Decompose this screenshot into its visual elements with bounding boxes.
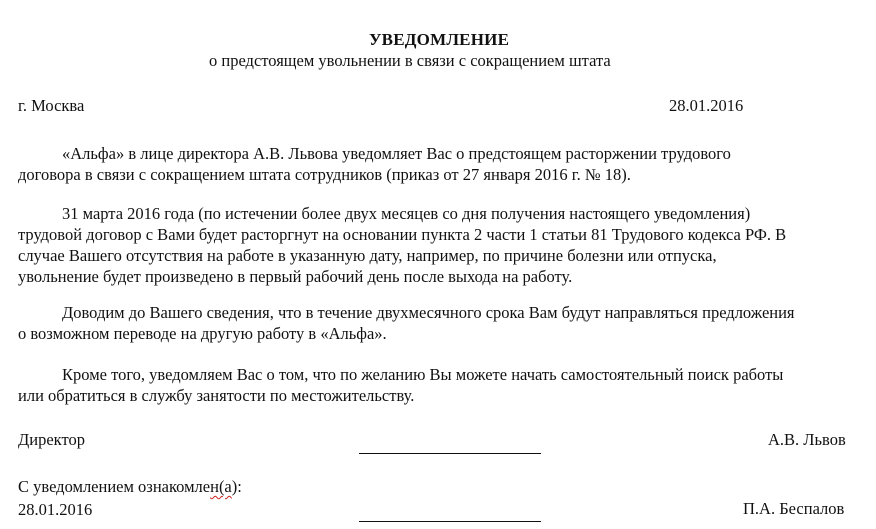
text-line: или обратиться в службу занятости по местожительству.: [18, 386, 415, 405]
ack-label-suffix: ):: [231, 477, 242, 496]
document-date: 28.01.2016: [669, 96, 744, 115]
city-label: г. Москва: [18, 96, 85, 115]
acknowledgement-date: 28.01.2016: [18, 500, 93, 519]
acknowledgement-label: [18, 477, 242, 497]
text-line: 31 марта 2016 года (по истечении более двух месяцев со дня получения настоящего уведомления): [62, 204, 751, 223]
director-signature-line: [359, 453, 541, 454]
text-line: трудовой договор с Вами будет расторгнут на основании пункта 2 части 1 статьи 81 Трудового кодекса РФ. В: [18, 225, 787, 244]
text-line: «Альфа» в лице директора А.В. Львова уведомляет Вас о предстоящем расторжении трудового: [62, 144, 731, 163]
director-label: Директор: [18, 430, 85, 449]
director-name: А.В. Львов: [768, 430, 846, 449]
document-subtitle: о предстоящем увольнении в связи с сокращением штата: [209, 51, 611, 70]
text-line: Кроме того, уведомляем Вас о том, что по желанию Вы можете начать самостоятельный поиск работы: [62, 365, 784, 384]
document-title: УВЕДОМЛЕНИЕ: [369, 30, 510, 49]
spellcheck-flagged-text: н(а: [210, 477, 232, 496]
text-line: Доводим до Вашего сведения, что в течение двухмесячного срока Вам будут направляться предложения: [62, 303, 795, 322]
text-line: договора в связи с сокращением штата сотрудников (приказ от 27 января 2016 г. № 18).: [18, 165, 631, 184]
paragraph-termination-date: [18, 203, 858, 287]
paragraph-transfer-offers: [18, 302, 858, 344]
paragraph-notice: [18, 143, 858, 185]
text-line: увольнение будет произведено в первый рабочий день после выхода на работу.: [18, 267, 573, 286]
ack-label-prefix: С уведомлением ознакомле: [18, 477, 211, 496]
employee-signature-line: [359, 521, 541, 522]
paragraph-job-search: [18, 364, 858, 406]
text-line: случае Вашего отсутствия на работе в указанную дату, например, по причине болезни или отпуска,: [18, 246, 717, 265]
employee-name: П.А. Беспалов: [743, 499, 845, 518]
text-line: о возможном переводе на другую работу в «Альфа».: [18, 324, 387, 343]
